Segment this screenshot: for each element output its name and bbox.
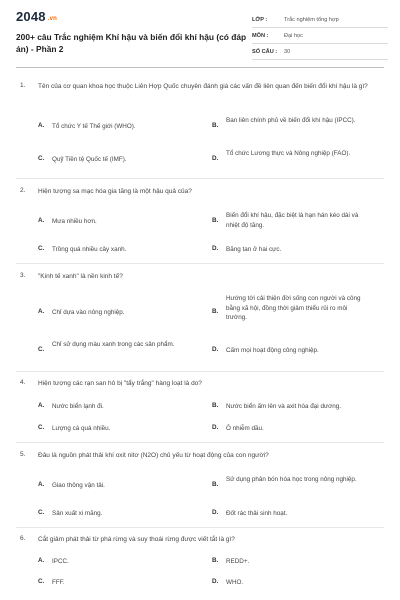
option-letter: B. — [212, 122, 219, 129]
meta-key: LỚP : — [252, 17, 268, 23]
meta-key: MÔN : — [252, 33, 269, 39]
option-letter: B. — [212, 557, 219, 564]
logo-text: 2048 — [16, 9, 46, 24]
question-separator — [16, 263, 384, 264]
option-text: Băng tan ở hai cực. — [226, 246, 282, 253]
meta-row-class — [252, 13, 388, 28]
option-letter: B. — [212, 481, 219, 488]
question-number: 4. — [20, 379, 26, 386]
option-letter: C. — [38, 245, 45, 252]
question-text: "Kinh tế xanh" là nền kinh tế? — [38, 273, 123, 280]
option-letter: D. — [212, 155, 219, 162]
option-text: Biến đổi khí hậu, đặc biệt là hạn hán kéo dài và nhiệt độ tăng. — [226, 212, 359, 229]
meta-value: 30 — [284, 49, 291, 55]
option-letter: A. — [38, 217, 45, 224]
option-letter: D. — [212, 346, 219, 353]
option-text: Nước biển ấm lên và axit hóa đại dương. — [226, 403, 342, 410]
option-letter: A. — [38, 402, 45, 409]
option-letter: C. — [38, 155, 45, 162]
question-number: 3. — [20, 272, 26, 279]
option-text: IPCC. — [52, 558, 69, 565]
option-text: Sản xuất xi măng. — [52, 510, 103, 517]
option-text: Chỉ sử dụng màu xanh trong các sản phẩm. — [52, 341, 175, 348]
question-text: Đâu là nguồn phát thải khí oxit nitơ (N2O) chủ yếu từ hoạt động của con người? — [38, 452, 269, 459]
question-number: 6. — [20, 535, 26, 542]
option-text: Tổ chức Y tế Thế giới (WHO). — [52, 123, 136, 130]
option-letter: C. — [38, 346, 45, 353]
option-letter: A. — [38, 308, 45, 315]
option-text: Nước biển lạnh đi. — [52, 403, 104, 410]
header-divider — [16, 67, 384, 68]
question-separator — [16, 442, 384, 443]
option-text: Giao thông vận tải. — [52, 482, 105, 489]
meta-value: Trắc nghiệm tổng hợp — [284, 17, 339, 23]
question-text: Hiện tượng các rạn san hô bị "tẩy trắng" hàng loạt là do? — [38, 380, 202, 387]
option-letter: D. — [212, 578, 219, 585]
question-separator — [16, 178, 384, 179]
option-text: Quỹ Tiền tệ Quốc tế (IMF). — [52, 156, 127, 163]
question-number: 5. — [20, 451, 26, 458]
logo-suffix: .vn — [47, 16, 58, 22]
option-text: Ô nhiễm dầu. — [226, 425, 264, 432]
site-logo[interactable] — [16, 9, 57, 24]
question-separator — [16, 527, 384, 528]
question-separator — [16, 371, 384, 372]
option-text: Mưa nhiều hơn. — [52, 218, 97, 225]
option-letter: C. — [38, 509, 45, 516]
question-text: Cắt giảm phát thải từ phá rừng và suy thoái rừng được viết tắt là gì? — [38, 536, 235, 543]
option-text: Ban liên chính phủ về biến đổi khí hậu (IPCC). — [226, 117, 356, 124]
option-text: Lượng cá quá nhiều. — [52, 425, 111, 432]
option-text: Đốt rác thải sinh hoạt. — [226, 510, 288, 517]
option-letter: A. — [38, 122, 45, 129]
document-header — [0, 0, 400, 64]
option-letter: C. — [38, 578, 45, 585]
meta-table — [252, 13, 388, 60]
option-text: Cấm mọi hoạt động công nghiệp. — [226, 347, 319, 354]
option-text: WHO. — [226, 579, 244, 586]
option-letter: D. — [212, 245, 219, 252]
option-letter: A. — [38, 481, 45, 488]
option-letter: B. — [212, 308, 219, 315]
option-text: Hướng tới cải thiện đời sống con người và công bằng xã hội, đồng thời giảm thiểu rủi ro môi trường. — [226, 295, 361, 321]
option-text: Chỉ dựa vào nông nghiệp. — [52, 309, 125, 316]
option-letter: B. — [212, 402, 219, 409]
option-text: REDD+. — [226, 558, 250, 565]
option-letter: D. — [212, 424, 219, 431]
meta-value: Đại học — [284, 33, 303, 39]
option-text: FFF. — [52, 579, 65, 586]
question-number: 1. — [20, 82, 26, 89]
meta-row-subject — [252, 29, 388, 44]
meta-key: SỐ CÂU : — [252, 49, 278, 55]
option-letter: C. — [38, 424, 45, 431]
option-text: Trồng quá nhiều cây xanh. — [52, 246, 127, 253]
option-letter: D. — [212, 509, 219, 516]
option-text: Sử dụng phân bón hóa học trong nông nghiệp. — [226, 476, 357, 483]
option-letter: A. — [38, 557, 45, 564]
question-text: Hiện tượng sa mạc hóa gia tăng là một hậu quả của? — [38, 188, 192, 195]
option-text: Tổ chức Lương thực và Nông nghiệp (FAO). — [226, 150, 351, 157]
question-text: Tên của cơ quan khoa học thuộc Liên Hợp Quốc chuyên đánh giá các vấn đề liên quan đến biến đổi khí hậu là gì? — [38, 83, 368, 90]
question-number: 2. — [20, 187, 26, 194]
option-letter: B. — [212, 217, 219, 224]
document-title: 200+ câu Trắc nghiệm Khí hậu và biến đổi khí hậu (có đáp án) - Phần 2 — [16, 32, 247, 54]
meta-row-count — [252, 45, 388, 60]
